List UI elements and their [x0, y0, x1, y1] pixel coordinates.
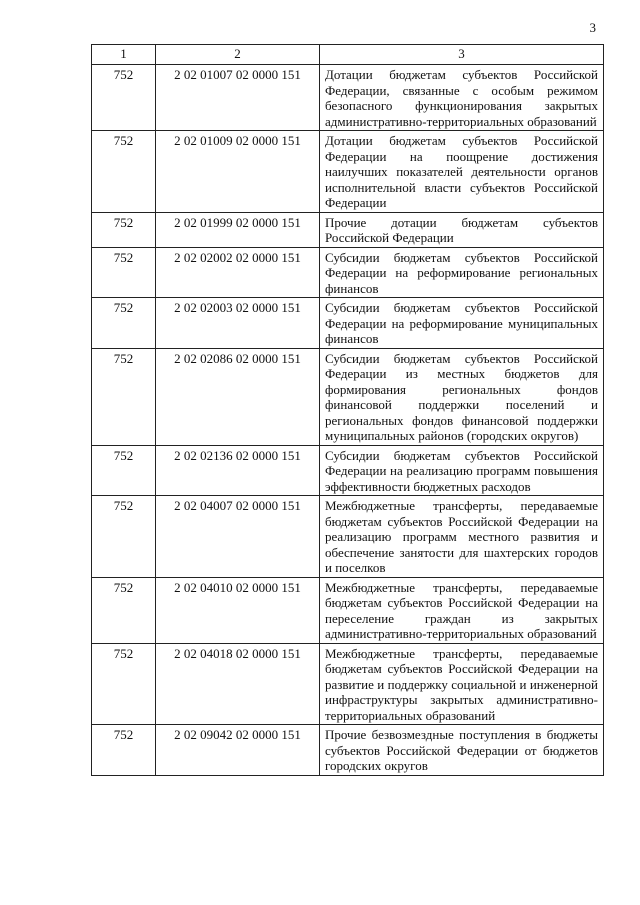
table-row: [92, 247, 604, 298]
revenue-code-cell: 2 02 04010 02 0000 151: [156, 577, 320, 643]
page-number: 3: [589, 20, 596, 35]
revenue-name-cell: Межбюджетные трансферты, передаваемые бюджетам субъектов Российской Федерации на реализацию программ местного развития и обеспечение занятости для шахтерских городов и поселков: [320, 496, 604, 578]
revenue-codes-table: [91, 44, 604, 776]
revenue-code-cell: 2 02 01009 02 0000 151: [156, 131, 320, 213]
revenue-code-cell: 2 02 04007 02 0000 151: [156, 496, 320, 578]
admin-code-cell: 752: [92, 298, 156, 349]
revenue-name-cell: Субсидии бюджетам субъектов Российской Федерации на реформирование муниципальных финансов: [320, 298, 604, 349]
table-row: [92, 212, 604, 247]
admin-code-cell: 752: [92, 445, 156, 496]
column-header-1: 1: [92, 45, 156, 65]
revenue-name-cell: Дотации бюджетам субъектов Российской Федерации на поощрение достижения наилучших показателей деятельности органов исполнительной власти субъектов Российской Федерации: [320, 131, 604, 213]
revenue-name-cell: Субсидии бюджетам субъектов Российской Федерации на реализацию программ повышения эффективности бюджетных расходов: [320, 445, 604, 496]
column-header-3: 3: [320, 45, 604, 65]
revenue-name-cell: Межбюджетные трансферты, передаваемые бюджетам субъектов Российской Федерации на переселение граждан из закрытых административно-территориальных образований: [320, 577, 604, 643]
table-row: [92, 445, 604, 496]
admin-code-cell: 752: [92, 212, 156, 247]
table-row: [92, 725, 604, 776]
admin-code-cell: 752: [92, 496, 156, 578]
revenue-code-cell: 2 02 02086 02 0000 151: [156, 348, 320, 445]
revenue-name-cell: Субсидии бюджетам субъектов Российской Федерации из местных бюджетов для формирования региональных фондов финансовой поддержки поселений и региональных фондов финансовой поддержки муниципальных районов (городских округов): [320, 348, 604, 445]
table-header-row: [92, 45, 604, 65]
revenue-code-cell: 2 02 09042 02 0000 151: [156, 725, 320, 776]
revenue-code-cell: 2 02 02136 02 0000 151: [156, 445, 320, 496]
table-row: [92, 131, 604, 213]
revenue-name-cell: Прочие дотации бюджетам субъектов Российской Федерации: [320, 212, 604, 247]
revenue-name-cell: Прочие безвозмездные поступления в бюджеты субъектов Российской Федерации от бюджетов городских округов: [320, 725, 604, 776]
revenue-code-cell: 2 02 01007 02 0000 151: [156, 65, 320, 131]
table-row: [92, 65, 604, 131]
admin-code-cell: 752: [92, 65, 156, 131]
table-row: [92, 577, 604, 643]
revenue-code-cell: 2 02 04018 02 0000 151: [156, 643, 320, 725]
revenue-code-cell: 2 02 01999 02 0000 151: [156, 212, 320, 247]
table-row: [92, 643, 604, 725]
admin-code-cell: 752: [92, 577, 156, 643]
admin-code-cell: 752: [92, 247, 156, 298]
revenue-code-cell: 2 02 02003 02 0000 151: [156, 298, 320, 349]
table-row: [92, 298, 604, 349]
revenue-name-cell: Межбюджетные трансферты, передаваемые бюджетам субъектов Российской Федерации на развитие и поддержку социальной и инженерной инфраструктуры закрытых административно-территориальных образований: [320, 643, 604, 725]
table-row: [92, 348, 604, 445]
admin-code-cell: 752: [92, 348, 156, 445]
revenue-name-cell: Субсидии бюджетам субъектов Российской Федерации на реформирование региональных финансов: [320, 247, 604, 298]
column-header-2: 2: [156, 45, 320, 65]
admin-code-cell: 752: [92, 131, 156, 213]
admin-code-cell: 752: [92, 725, 156, 776]
table-row: [92, 496, 604, 578]
revenue-code-cell: 2 02 02002 02 0000 151: [156, 247, 320, 298]
revenue-name-cell: Дотации бюджетам субъектов Российской Федерации, связанные с особым режимом безопасного функционирования закрытых административно-территориальных образований: [320, 65, 604, 131]
admin-code-cell: 752: [92, 643, 156, 725]
